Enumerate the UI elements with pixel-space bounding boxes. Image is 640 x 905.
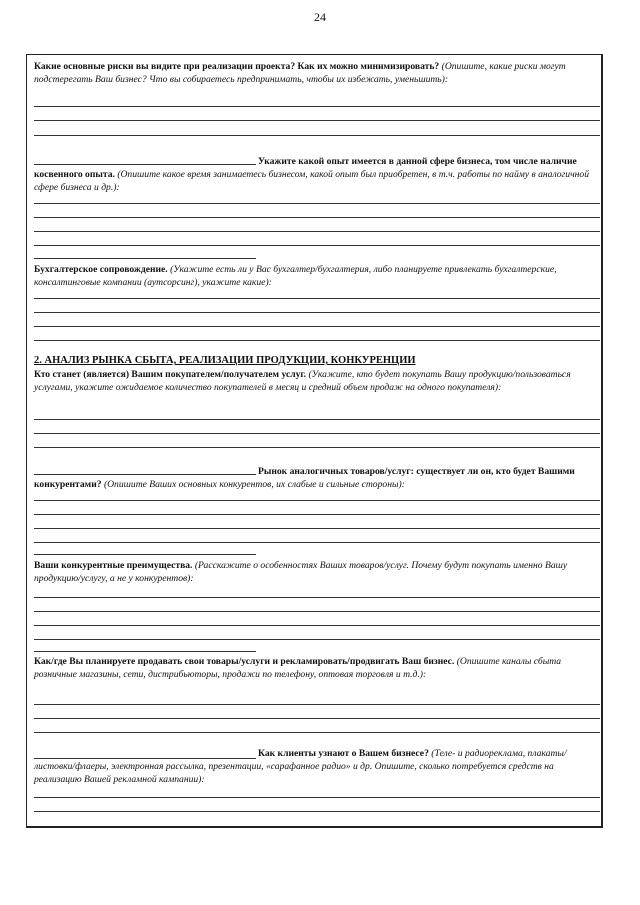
advertising-question-hint: (Теле- и радиореклама, плакаты/листовки/флаеры, электронная рассылка, презентации, «сарафанное радио» и др. Опишите, сколько потребуется средств на реализацию Вашей рекламной кампании): <box>34 748 567 785</box>
competitors-answer-line-5[interactable] <box>34 554 256 555</box>
accounting-answer-line-4[interactable] <box>34 340 600 341</box>
advantages-answer-line-3[interactable] <box>34 625 600 626</box>
accounting-answer-line-1[interactable] <box>34 298 600 299</box>
advertising-answer-line-2[interactable] <box>34 811 600 812</box>
accounting-answer-line-3[interactable] <box>34 326 600 327</box>
sales-answer-line-1[interactable] <box>34 704 600 705</box>
advantages-answer-line-4[interactable] <box>34 639 600 640</box>
customers-question-title: Кто станет (является) Вашим покупателем/получателем услуг. <box>34 369 307 380</box>
risks-question-hint: (Опишите, какие риски могут подстерегать Ваш бизнес? Что вы собираетесь предпринимать, чтобы их избежать, уменьшить): <box>34 61 566 85</box>
advantages-answer-line-2[interactable] <box>34 611 600 612</box>
customers-question <box>34 368 600 394</box>
experience-answer-line-1[interactable] <box>34 203 600 204</box>
advantages-question <box>34 559 600 585</box>
competitors-question-hint: (Опишите Ваших основных конкурентов, их слабые и сильные стороны): <box>103 479 405 490</box>
competitors-question-title: Рынок аналогичных товаров/услуг: существует ли он, кто будет Вашими конкурентами? <box>34 466 575 490</box>
sales-question-title: Как/где Вы планируете продавать свои товары/услуги и рекламировать/продвигать Ваш бизнес. <box>34 656 455 667</box>
page-number: 24 <box>314 10 326 24</box>
accounting-question-hint: (Укажите есть ли у Вас бухгалтер/бухгалтерия, либо планируете привлекать бухгалтерские, консалтинговые компании (аутсорсинг), укажите какие): <box>34 264 557 288</box>
customers-answer-line-3[interactable] <box>34 447 600 448</box>
advantages-answer-line-5[interactable] <box>34 651 256 652</box>
competitors-answer-line-3[interactable] <box>34 528 600 529</box>
advertising-question-title: Как клиенты узнают о Вашем бизнесе? <box>258 748 429 759</box>
sales-answer-line-2[interactable] <box>34 718 600 719</box>
customers-question-hint: (Укажите, кто будет покупать Вашу продукцию/пользоваться услугами, укажите ожидаемое количество покупателей в месяц и средний объем продаж на одного покупателя): <box>34 369 571 393</box>
sales-question <box>34 655 600 681</box>
advertising-question <box>34 747 600 786</box>
risks-question-title: Какие основные риски вы видите при реализации проекта? Как их можно минимизировать? <box>34 61 440 72</box>
risks-question <box>34 60 600 86</box>
sales-answer-line-3[interactable] <box>34 732 600 733</box>
risks-answer-line-1[interactable] <box>34 106 600 107</box>
competitors-answer-line-4[interactable] <box>34 542 600 543</box>
experience-question-title: Укажите какой опыт имеется в данной сфере бизнеса, том числе наличие косвенного опыта. <box>34 156 577 180</box>
sales-question-hint: (Опишите каналы сбыта розничные магазины, сети, дистрибьюторы, продажи по телефону, оптовая торговля и т.д.): <box>34 656 562 680</box>
experience-answer-line-5[interactable] <box>34 258 256 259</box>
accounting-answer-line-2[interactable] <box>34 312 600 313</box>
advantages-question-hint: (Расскажите о особенностях Ваших товаров/услуг. Почему будут покупать именно Вашу продукцию/услугу, а не у конкурентов): <box>34 560 568 584</box>
experience-answer-line-4[interactable] <box>34 245 600 246</box>
customers-answer-line-2[interactable] <box>34 433 600 434</box>
experience-question <box>34 155 600 194</box>
risks-answer-line-2[interactable] <box>34 120 600 121</box>
experience-answer-line-3[interactable] <box>34 231 600 232</box>
competitors-question <box>34 465 600 491</box>
market-analysis-heading: 2. АНАЛИЗ РЫНКА СБЫТА, РЕАЛИЗАЦИИ ПРОДУКЦИИ, КОНКУРЕНЦИИ <box>34 355 416 366</box>
accounting-question <box>34 263 600 289</box>
competitors-answer-line-1[interactable] <box>34 500 600 501</box>
advertising-answer-line-1[interactable] <box>34 797 600 798</box>
risks-answer-line-3[interactable] <box>34 135 600 136</box>
advantages-answer-line-1[interactable] <box>34 597 600 598</box>
accounting-question-title: Бухгалтерское сопровождение. <box>34 264 168 275</box>
advantages-question-title: Ваши конкурентные преимущества. <box>34 560 193 571</box>
experience-question-hint: (Опишите какое время занимаетесь бизнесом, какой опыт был приобретен, в т.ч. работы по найму в аналогичной сфере бизнеса и др.): <box>34 169 590 193</box>
experience-answer-line-2[interactable] <box>34 217 600 218</box>
customers-answer-line-1[interactable] <box>34 419 600 420</box>
competitors-answer-line-2[interactable] <box>34 514 600 515</box>
